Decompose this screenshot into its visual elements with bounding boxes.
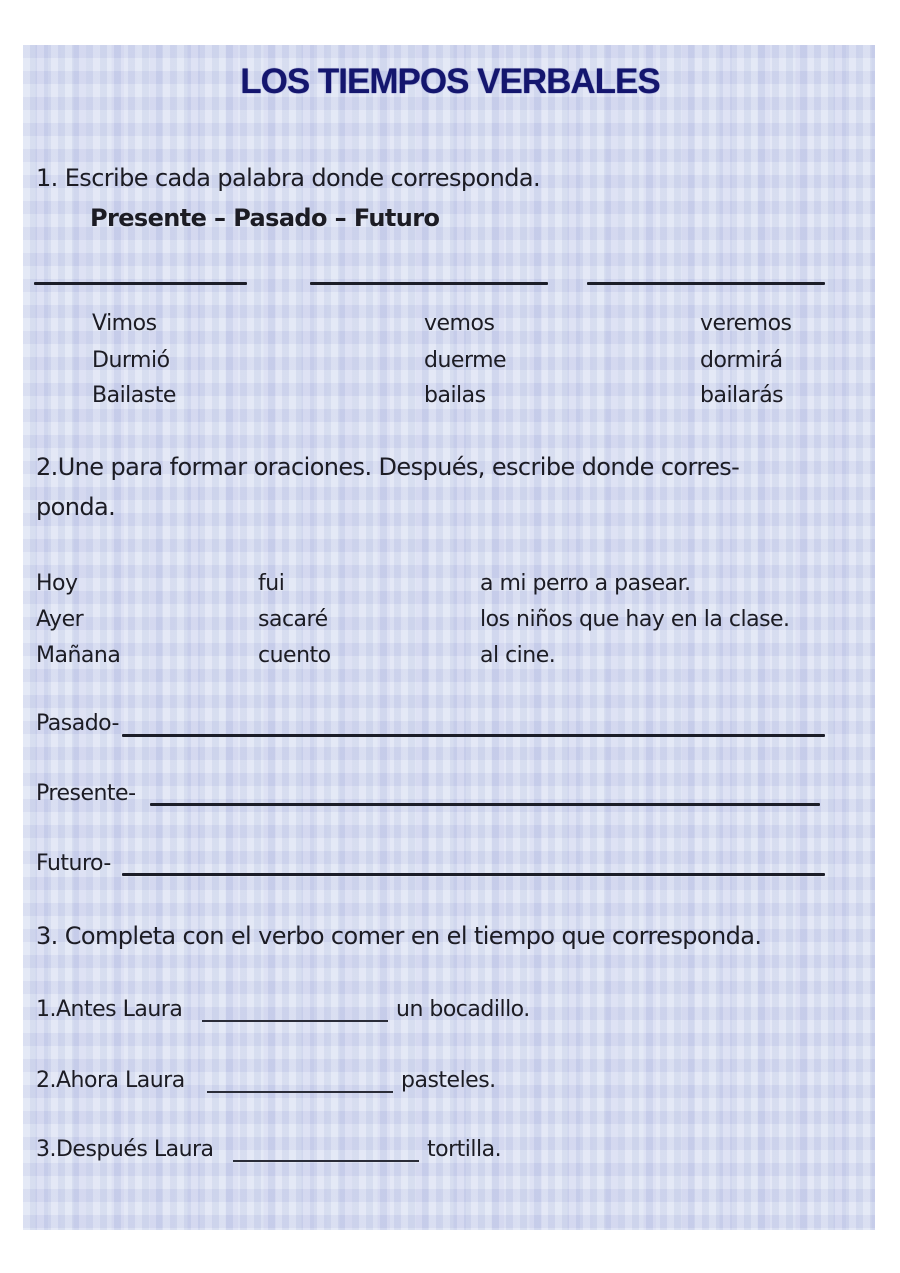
exercise2-instruction-continued: ponda. — [36, 493, 116, 521]
sentence-prefix: 2.Ahora Laura — [36, 1068, 185, 1093]
blank-line-category-1[interactable] — [34, 282, 247, 285]
time-word: Ayer — [36, 607, 84, 632]
exercise2-instruction: 2.Une para formar oraciones. Después, escribe donde corres- — [36, 453, 740, 481]
word-item: Vimos — [92, 311, 157, 336]
answer-line-pasado[interactable] — [122, 734, 825, 737]
sentence-prefix: 1.Antes Laura — [36, 997, 183, 1022]
answer-line-presente[interactable] — [150, 803, 820, 806]
verb-word: fui — [258, 571, 285, 596]
word-item: dormirá — [700, 348, 783, 373]
sentence-suffix: un bocadillo. — [396, 997, 530, 1022]
word-item: duerme — [424, 348, 507, 373]
answer-line-futuro[interactable] — [122, 873, 825, 876]
complement-phrase: los niños que hay en la clase. — [480, 607, 790, 632]
word-item: bailarás — [700, 383, 784, 408]
complement-phrase: a mi perro a pasear. — [480, 571, 691, 596]
exercise3-instruction: 3. Completa con el verbo comer en el tiempo que corresponda. — [36, 922, 762, 950]
answer-label-pasado: Pasado- — [36, 711, 119, 736]
time-word: Mañana — [36, 643, 121, 668]
word-item: Durmió — [92, 348, 170, 373]
blank-line-category-2[interactable] — [310, 282, 548, 285]
complement-phrase: al cine. — [480, 643, 556, 668]
exercise1-categories: Presente – Pasado – Futuro — [90, 204, 440, 232]
word-item: veremos — [700, 311, 792, 336]
sentence-prefix: 3.Después Laura — [36, 1137, 214, 1162]
answer-label-presente: Presente- — [36, 781, 136, 806]
worksheet-title: LOS TIEMPOS VERBALES — [240, 62, 660, 101]
word-item: Bailaste — [92, 383, 176, 408]
blank-line-category-3[interactable] — [587, 282, 825, 285]
word-item: vemos — [424, 311, 495, 336]
fill-blank-3[interactable] — [233, 1160, 419, 1162]
sentence-suffix: tortilla. — [427, 1137, 502, 1162]
fill-blank-1[interactable] — [202, 1020, 388, 1022]
verb-word: sacaré — [258, 607, 328, 632]
word-item: bailas — [424, 383, 486, 408]
answer-label-futuro: Futuro- — [36, 851, 111, 876]
time-word: Hoy — [36, 571, 78, 596]
sentence-suffix: pasteles. — [401, 1068, 496, 1093]
verb-word: cuento — [258, 643, 331, 668]
exercise1-instruction: 1. Escribe cada palabra donde corresponda. — [36, 164, 540, 192]
fill-blank-2[interactable] — [207, 1091, 393, 1093]
